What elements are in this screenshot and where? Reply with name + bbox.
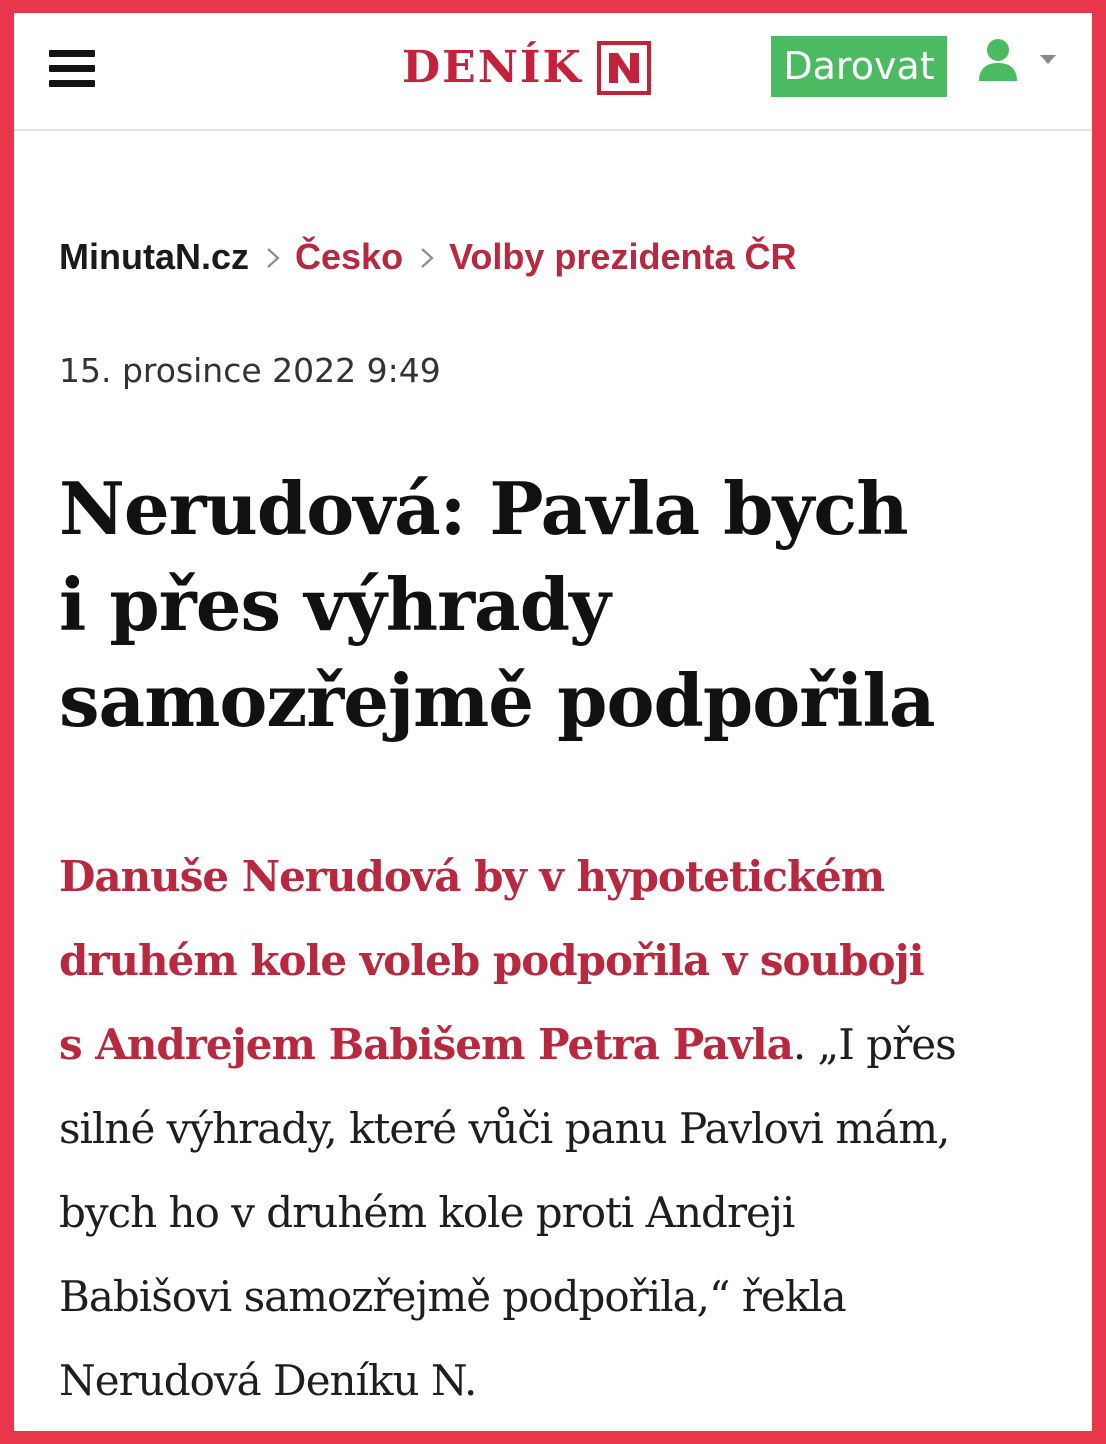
breadcrumb-item-volby[interactable]: Volby prezidenta ČR — [449, 236, 797, 277]
top-bar — [14, 13, 1092, 131]
perex-text-line: bych ho v druhém kole proti Andreji — [59, 1188, 795, 1237]
user-icon[interactable] — [979, 37, 1061, 87]
user-menu[interactable] — [979, 37, 1061, 87]
perex-text-line: Nerudová Deníku N. — [59, 1356, 477, 1405]
chevron-right-icon — [419, 235, 435, 279]
site-logo[interactable] — [402, 37, 651, 99]
page-frame — [14, 13, 1092, 1431]
breadcrumb-item-cesko[interactable]: Česko — [295, 236, 404, 277]
article-perex — [59, 835, 1069, 1423]
headline-line: i přes výhrady — [59, 562, 610, 647]
perex-mixed-line — [59, 1003, 1069, 1087]
perex-text-line: silné výhrady, které vůči panu Pavlovi mám, — [59, 1104, 950, 1153]
headline-line: samozřejmě podpořila — [59, 658, 935, 743]
headline-line: Nerudová: Pavla bych — [59, 466, 908, 551]
caret-down-icon — [1040, 55, 1056, 64]
perex-lead-text: s Andrejem Babišem Petra Pavla — [59, 1020, 793, 1069]
donate-button[interactable]: Darovat — [771, 36, 947, 97]
article-date: 15. prosince 2022 9:49 — [59, 351, 441, 390]
logo-n-icon — [605, 49, 643, 87]
logo-n-badge — [597, 41, 651, 95]
hamburger-menu-icon[interactable] — [49, 50, 95, 88]
breadcrumb — [59, 235, 796, 279]
chevron-right-icon — [265, 235, 281, 279]
perex-text-line: Babišovi samozřejmě podpořila,“ řekla — [59, 1272, 846, 1321]
breadcrumb-item-minutan[interactable]: MinutaN.cz — [59, 236, 250, 277]
perex-quote-start: . „I přes — [792, 1020, 956, 1069]
article-headline — [59, 461, 1059, 749]
perex-lead-line: Danuše Nerudová by v hypotetickém — [59, 852, 885, 901]
perex-lead-line: druhém kole voleb podpořila v souboji — [59, 936, 924, 985]
logo-wordmark: DENÍK — [402, 42, 583, 93]
